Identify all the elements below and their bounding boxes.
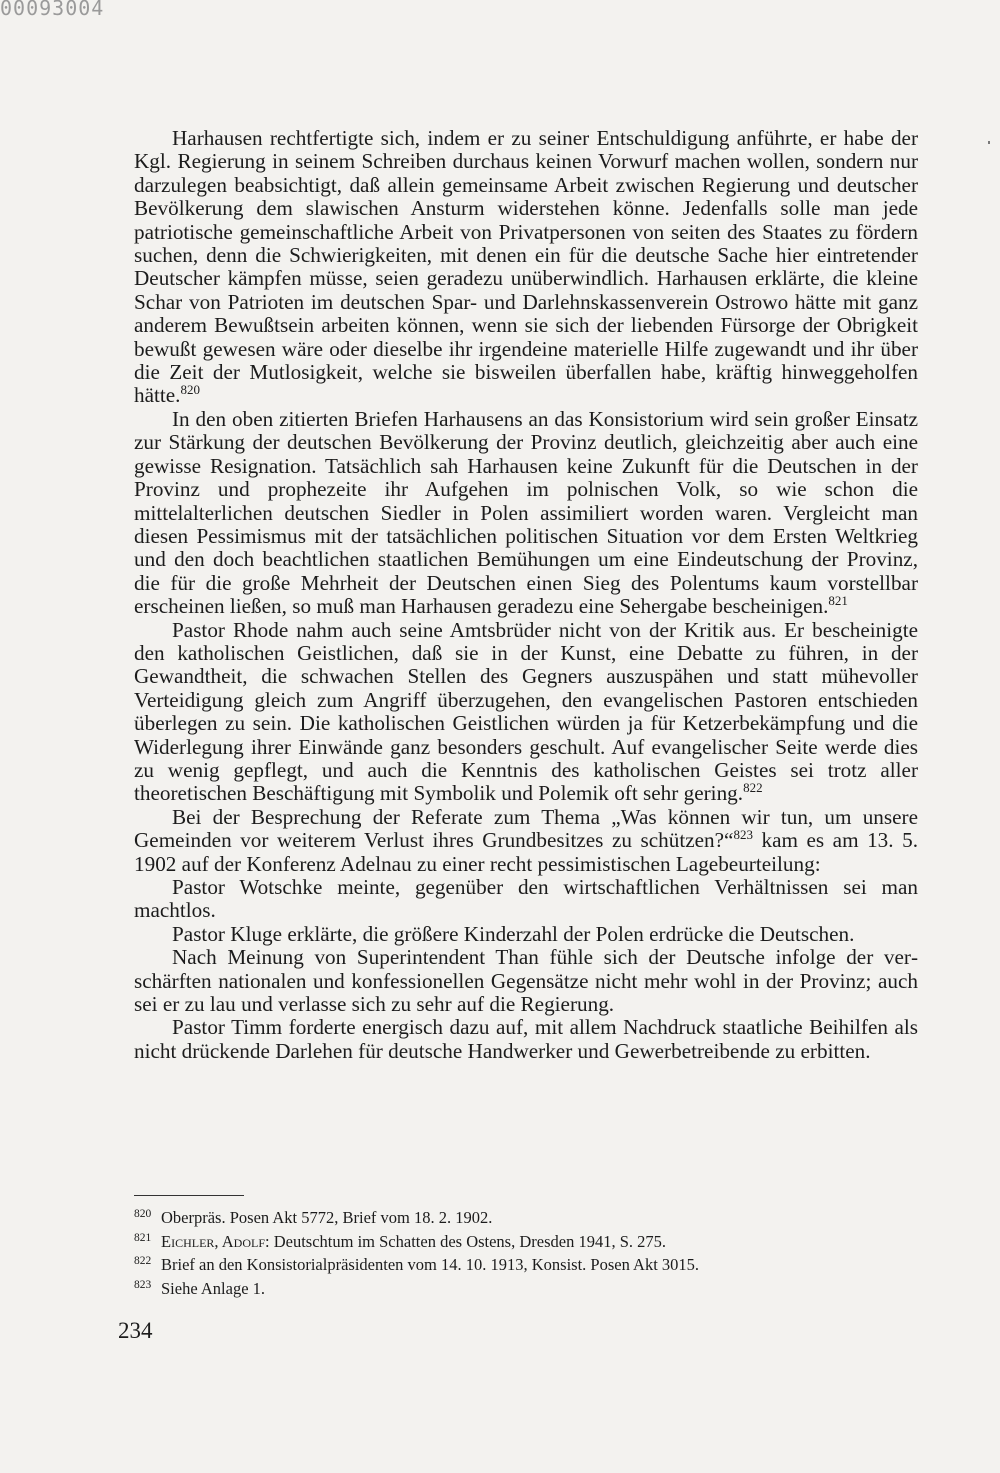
footnote-ref: 821	[828, 593, 848, 609]
paragraph: In den oben zitierten Briefen Harhausens an das Konsistorium wird sein großer Einsatz zur Stärkung der deutschen Bevölkerung der Provinz deutlich, gleichzeitig aber auch eine gewisse Resignation. Tatsächlich sah Harhausen keine Zukunft für die Deutschen in der Provinz und prophezeite ihr Aufgehen im polnischen Volk, so wie schon die mittelalterlichen deutschen Siedler in Polen assimiliert worden waren. Vergleicht man diesen Pessimismus mit der tatsächlichen politischen Situation vor dem Ersten Weltkrieg und den doch beachtlichen staatlichen Bemühungen um eine Eindeutschung der Provinz, die für die große Mehrheit der Deutschen einen Sieg des Polentums kaum vorstellbar erscheinen ließen, so muß man Harhausen geradezu eine Sehergabe bescheinigen.$^{821}$	[134, 406, 918, 619]
footnote-ref: 820	[180, 382, 200, 398]
paragraph: Bei der Besprechung der Referate zum Thema „Was können wir tun, um unsere Gemeinden vor weiterem Verlust ihres Grundbesitzes zu schützen?“$^{823}$ kam es am 13. 5. 1902 auf der Konferenz Adelnau zu einer recht pessimistischen Lagebeurteilung:	[134, 804, 918, 876]
footnote-text: : Deutschtum im Schatten des Ostens, Dresden 1941, S. 275.	[265, 1231, 667, 1251]
footnote-ref: 822	[743, 780, 763, 796]
footnote-text: Siehe Anlage 1.	[161, 1278, 266, 1298]
footnote-divider	[134, 1195, 244, 1196]
footnote-text: Brief an den Konsistorialpräsidenten vom 14. 10. 1913, Konsist. Posen Akt 3015.	[161, 1255, 700, 1275]
footnote-author: Eichler, Adolf	[161, 1231, 266, 1251]
main-text	[134, 127, 918, 1063]
scan-id-label: 00093004	[0, 0, 105, 20]
paragraph: Pastor Wotschke meinte, gegenüber den wirtschaftlichen Verhältnissen sei man machtlos.	[134, 875, 918, 923]
paragraph: Pastor Rhode nahm auch seine Amtsbrüder nicht von der Kritik aus. Er bescheinigte den katholischen Geistlichen, daß sie in der Kunst, eine Debatte zu führen, in der Gewandtheit, die schwachen Stellen des Gegners auszuspähen und statt mühevoller Verteidigung gleich zum Angriff überzugehen, den evangelischen Pastoren entschieden überlegen zu sein. Die katholischen Geistlichen würden ja für Ketzerbekämpfung und die Widerlegung ihrer Einwände ganz besonders geschult. Auf evangelischer Seite werde dies zu wenig gepflegt, und auch die Kenntnis des katholischen Geistes sei trotz aller theoretischen Beschäftigung mit Symbolik und Polemik oft sehr gering.$^{822}$	[134, 617, 918, 806]
paragraph: Pastor Timm forderte energisch dazu auf, mit allem Nachdruck staatliche Beihilfen als nicht drückende Darlehen für deutsche Handwerker und Gewerbetreibende zu erbitten.	[134, 1015, 918, 1063]
footnote-ref: 823	[733, 827, 753, 843]
paragraph: Nach Meinung von Superintendent Than fühle sich der Deutsche infolge der verschärften nationalen und konfessionellen Gegensätze nicht mehr wohl in der Provinz; auch sei er zu lau und verlasse sich zu sehr auf die Regierung.	[134, 945, 918, 1017]
footnote: 823 Siehe Anlage 1.	[134, 1278, 266, 1298]
footnote-text: Oberpräs. Posen Akt 5772, Brief vom 18. 2. 1902.	[161, 1208, 493, 1227]
paragraph: Pastor Kluge erklärte, die größere Kinderzahl der Polen erdrücke die Deutschen.	[172, 921, 855, 946]
footnote: 820 Oberpräs. Posen Akt 5772, Brief vom 18. 2. 1902.	[134, 1208, 493, 1227]
footnotes	[134, 1206, 918, 1300]
footnote: 822 Brief an den Konsistorialpräsidenten vom 14. 10. 1913, Konsist. Posen Akt 3015.	[134, 1255, 700, 1275]
page-number: 234	[118, 1318, 153, 1343]
paragraph: Harhausen rechtfertigte sich, indem er zu seiner Entschuldigung anführte, er habe der Kgl. Regierung in seinem Schreiben durchaus keinen Vorwurf machen wollen, sondern nur darzulegen beabsichtigt, daß allein gemeinsame Arbeit zwischen Regierung und deutscher Bevölkerung dem slawischen Ansturm widerstehen könne. Jedenfalls solle man jede patriotische gemeinschaftliche Arbeit von Privatpersonen von seiten des Staates zu fördern suchen, denn die Schwierigkeiten, mit denen ein für die deutsche Sache hier eintretender Deutscher kämpfen müsse, seien geradezu unüberwindlich. Harhausen erklärte, die kleine Schar von Patrioten im deutschen Spar- und Darlehnskassenverein Ostrowo hätte mit ganz anderem Bewußtsein arbeiten können, wenn sie sich der liebenden Fürsorge der Obrigkeit bewußt gewesen wäre oder dieselbe ihr irgendeine materielle Hilfe zugewandt und ihr über die Zeit der Mutlosigkeit, welche sie bisweilen überfallen habe, kräftig hinweggeholfen hätte.$^{820}$	[134, 126, 918, 408]
margin-mark	[988, 141, 990, 144]
footnote: 821 Eichler, Adolf: Deutschtum im Schatten des Ostens, Dresden 1941, S. 275.	[134, 1231, 667, 1251]
